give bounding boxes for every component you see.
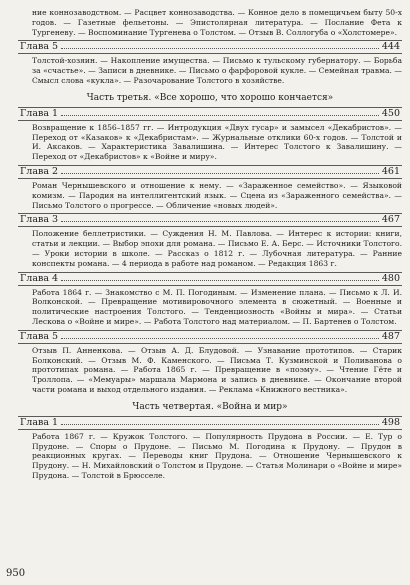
table-of-contents [18, 8, 402, 481]
chapter-page-number: 467 [381, 214, 400, 226]
chapter-list [18, 416, 402, 481]
leader-dots [61, 221, 379, 222]
chapter-label: Глава 5 [20, 330, 59, 342]
chapter-list [18, 107, 402, 395]
leader-dots [61, 115, 379, 116]
chapter-label: Глава 1 [20, 107, 59, 119]
chapter-label: Глава 3 [20, 214, 59, 226]
toc-entry [18, 40, 402, 85]
toc-entry [18, 165, 402, 210]
part-title: Часть четвертая. «Война и мир» [132, 401, 288, 412]
chapter-summary: Отзыв П. Анненкова. — Отзыв А. Д. Блудовой. — Узнавание прототипов. — Старик Болконский. — Отзыв М. Ф. Каменского. — Письма Т. Кузминской и Поливанова о прототипах романа. — Работа 1865 г. — Превращение в «поэму». — Чтение Гёте и Троллопа. — «Мемуары» маршала Мармона и запись в дневнике. — Окончание второй части романа и выход отдельного издания. — Реклама «Книжного вестника». [32, 345, 402, 394]
leader-dots [61, 424, 379, 425]
toc-entry [18, 330, 402, 395]
chapter-page-number: 480 [381, 272, 400, 284]
chapter-label: Глава 5 [20, 41, 59, 53]
chapter-heading[interactable] [18, 330, 402, 344]
chapter-label: Глава 1 [20, 416, 59, 428]
chapter-heading[interactable] [18, 165, 402, 179]
chapter-page-number: 487 [381, 330, 400, 342]
chapter-heading[interactable] [18, 40, 402, 54]
leader-dots [61, 173, 379, 174]
toc-entry [18, 213, 402, 268]
chapter-summary: Работа 1867 г. — Кружок Толстого. — Популярность Прудона в России. — Е. Тур о Прудоне. — Споры о Прудоне. — Письмо М. Погодина к Прудону. — Прудон в реакционных кругах. — Переводы книг Прудона. — Отношение Чернышевского к Прудону. — Н. Михайловский о Толстом и Прудоне. — Статья Молинари о «Войне и мире» Прудона. — Толстой в Брюсселе. [32, 431, 402, 480]
chapter-summary: Положение беллетристики. — Суждения Н. М. Павлова. — Интерес к истории: книги, статьи и лекции. — Выбор эпохи для романа. — Письмо Е. А. Берс. — Источники Толстого. — Уроки истории в школе. — Рассказ о 1812 г. — Лубочная литература. — Ранние конспекты романа. — 4 периода в работе над романом. — Редакция 1863 г. [32, 229, 402, 268]
chapter-summary: Работа 1864 г. — Знакомство с М. П. Погодиным. — Изменение плана. — Письмо к Л. И. Волконской. — Превращение мотивировочного элемента в сюжетный. — Военные и политические настроения Толстого. — Тенденциозность «Войны и мира». — Статьи Лескова о «Войне и мире». — Работа Толстого над материалом. — П. Бартенев о Толстом. [32, 287, 402, 326]
chapter-heading[interactable] [18, 272, 402, 286]
chapter-page-number: 498 [381, 416, 400, 428]
chapter-page-number: 461 [381, 165, 400, 177]
toc-entry [18, 272, 402, 327]
leader-dots [61, 48, 379, 49]
leader-dots [61, 280, 379, 281]
page-number: 950 [6, 568, 26, 579]
chapter-heading[interactable] [18, 416, 402, 430]
chapter-list [18, 40, 402, 85]
chapter-heading[interactable] [18, 213, 402, 227]
chapter-heading[interactable] [18, 107, 402, 121]
chapter-page-number: 444 [381, 41, 400, 53]
chapter-summary: Возвращение к 1856–1857 гг. — Интродукция «Двух гусар» и замысел «Декабристов». — Переход от «Казаков» к «Декабристам». — Журнальные отклики 60-х годов. — Толстой и И. Аксаков. — Характеристика Завалишина. — Интерес Толстого к Завалишину. — Переход от «Декабристов» к «Войне и миру». [32, 122, 402, 162]
carryover-summary: ние коннозаводством. — Расцвет коннозаводства. — Конное дело в помещичьем быту 50-х годов. — Газетные фельетоны. — Эпистолярная литература. — Послание Фета к Тургеневу. — Воспоминание Тургенева о Толстом. — Отзыв В. Соллогуба о «Холстомере». [32, 8, 402, 37]
chapter-page-number: 450 [381, 107, 400, 119]
chapter-label: Глава 4 [20, 272, 59, 284]
chapter-label: Глава 2 [20, 165, 59, 177]
chapter-summary: Толстой-хозяин. — Накопление имущества. — Письмо к тульскому губернатору. — Борьба за «счастье». — Записи в дневнике. — Письмо о фарфоровой кукле. — Семейная травма. — Смысл слова «кукла». — Разочарование Толстого в хозяйстве. [32, 56, 402, 85]
toc-entry [18, 416, 402, 481]
chapter-summary: Роман Чернышевского и отношение к нему. — «Зараженное семейство». — Языковой комизм. — Пародия на интеллигентский язык. — Сцена из «Зараженного семейства». — Письмо Толстого о прогрессе. — Обличение «новых людей». [32, 180, 402, 210]
part-title: Часть третья. «Все хорошо, что хорошо кончается» [86, 92, 334, 103]
toc-entry [18, 107, 402, 162]
leader-dots [61, 338, 379, 339]
